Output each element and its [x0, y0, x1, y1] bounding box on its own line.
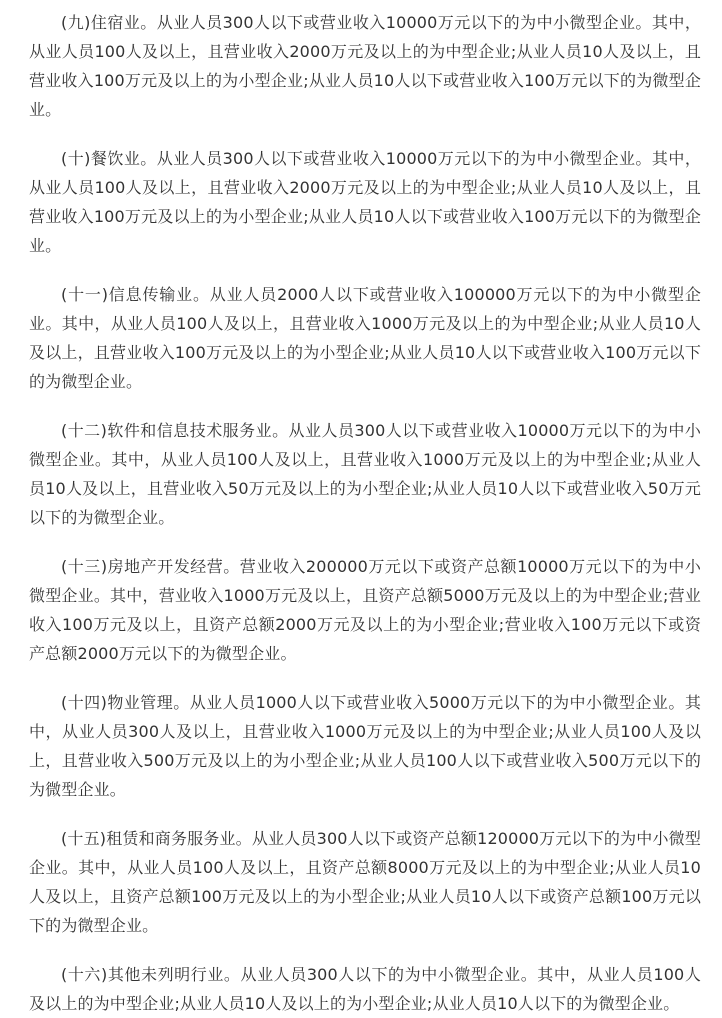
paragraph-accommodation: (九)住宿业。从业人员300人以下或营业收入10000万元以下的为中小微型企业。其中，从业人员100人及以上，且营业收入2000万元及以上的为中型企业;从业人员10人及以上，且营业收入100万元及以上的为小型企业;从业人员10人以下或营业收入100万元以下的为微型企业。: [29, 13, 701, 119]
paragraph-other-industries: (十六)其他未列明行业。从业人员300人以下的为中小微型企业。其中，从业人员100人及以上的为中型企业;从业人员10人及以上的为小型企业;从业人员10人以下的为微型企业。: [29, 965, 701, 1013]
paragraph-real-estate-development: (十三)房地产开发经营。营业收入200000万元以下或资产总额10000万元以下的为中小微型企业。其中，营业收入1000万元及以上，且资产总额5000万元及以上的为中型企业;营业收入100万元及以上，且资产总额2000万元及以上的为小型企业;营业收入100万元以下或资产总额2000万元以下的为微型企业。: [29, 557, 701, 663]
paragraph-software-it-services: (十二)软件和信息技术服务业。从业人员300人以下或营业收入10000万元以下的为中小微型企业。其中，从业人员100人及以上，且营业收入1000万元及以上的为中型企业;从业人员10人及以上，且营业收入50万元及以上的为小型企业;从业人员10人以下或营业收入50万元以下的为微型企业。: [29, 421, 701, 527]
paragraph-property-management: (十四)物业管理。从业人员1000人以下或营业收入5000万元以下的为中小微型企业。其中，从业人员300人及以上，且营业收入1000万元及以上的为中型企业;从业人员100人及以上，且营业收入500万元及以上的为小型企业;从业人员100人以下或营业收入500万元以下的为微型企业。: [29, 693, 701, 799]
paragraph-catering: (十)餐饮业。从业人员300人以下或营业收入10000万元以下的为中小微型企业。其中，从业人员100人及以上，且营业收入2000万元及以上的为中型企业;从业人员10人及以上，且营业收入100万元及以上的为小型企业;从业人员10人以下或营业收入100万元以下的为微型企业。: [29, 149, 701, 255]
paragraph-leasing-business-services: (十五)租赁和商务服务业。从业人员300人以下或资产总额120000万元以下的为中小微型企业。其中，从业人员100人及以上，且资产总额8000万元及以上的为中型企业;从业人员10人及以上，且资产总额100万元及以上的为小型企业;从业人员10人以下或资产总额100万元以下的为微型企业。: [29, 829, 701, 935]
paragraph-information-transmission: (十一)信息传输业。从业人员2000人以下或营业收入100000万元以下的为中小微型企业。其中，从业人员100人及以上，且营业收入1000万元及以上的为中型企业;从业人员10人及以上，且营业收入100万元及以上的为小型企业;从业人员10人以下或营业收入100万元以下的为微型企业。: [29, 285, 701, 391]
